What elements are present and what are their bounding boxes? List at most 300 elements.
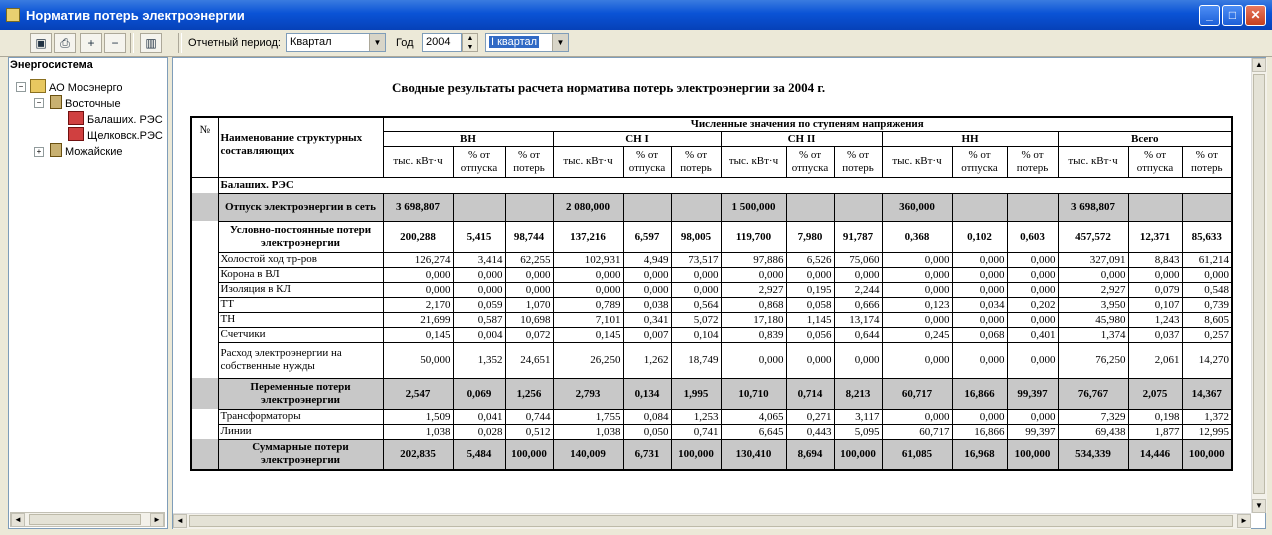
table-cell: 16,968: [952, 439, 1007, 470]
table-cell: 0,341: [623, 312, 671, 327]
table-cell: 0,000: [882, 282, 952, 297]
scroll-left-icon[interactable]: ◄: [173, 514, 187, 528]
table-cell: 100,000: [505, 439, 553, 470]
table-cell: 4,949: [623, 252, 671, 267]
table-cell: 0,000: [786, 267, 834, 282]
subheader-cell: % от отпуска: [786, 146, 834, 177]
table-cell: 0,000: [553, 267, 623, 282]
table-cell: 0,401: [1007, 327, 1058, 342]
subheader-cell: тыс. кВт·ч: [383, 146, 453, 177]
table-cell: 0,084: [623, 409, 671, 424]
table-row: [191, 193, 1232, 221]
table-cell: 360,000: [882, 193, 952, 221]
table-cell: 100,000: [671, 439, 721, 470]
table-cell: 0,000: [882, 342, 952, 378]
table-cell: 1,877: [1128, 424, 1182, 439]
table-row: [191, 342, 1232, 378]
table-cell: 10,698: [505, 312, 553, 327]
table-cell: 2,927: [721, 282, 786, 297]
table-cell: 16,866: [952, 378, 1007, 409]
table-cell: 0,271: [786, 409, 834, 424]
table-cell: 0,107: [1128, 297, 1182, 312]
table-cell: 327,091: [1058, 252, 1128, 267]
table-cell: 0,134: [623, 378, 671, 409]
building-icon: [50, 95, 62, 109]
table-cell: 5,415: [453, 221, 505, 252]
table-cell: 1,243: [1128, 312, 1182, 327]
subheader-cell: % от потерь: [1007, 146, 1058, 177]
table-cell: 0,058: [786, 297, 834, 312]
table-cell: 0,145: [553, 327, 623, 342]
row-num-cell: [191, 297, 218, 312]
table-cell: 0,000: [952, 252, 1007, 267]
table-cell: 61,214: [1182, 252, 1232, 267]
row-name: Линии: [218, 424, 383, 439]
table-cell: 0,000: [721, 342, 786, 378]
table-cell: 140,009: [553, 439, 623, 470]
subheader-cell: % от потерь: [671, 146, 721, 177]
row-num-cell: [191, 193, 218, 221]
table-cell: 0,202: [1007, 297, 1058, 312]
table-cell: 18,749: [671, 342, 721, 378]
toolbar-separator: [130, 33, 134, 53]
table-cell: 0,368: [882, 221, 952, 252]
table-cell: 0,000: [623, 282, 671, 297]
scroll-thumb[interactable]: [189, 515, 1233, 527]
group-header-vn: ВН: [383, 131, 553, 146]
table-cell: 50,000: [383, 342, 453, 378]
table-cell: 0,000: [505, 282, 553, 297]
collapse-icon[interactable]: −: [16, 82, 26, 92]
table-cell: 0,000: [882, 252, 952, 267]
table-row: [191, 378, 1232, 409]
table-cell: 0,145: [383, 327, 453, 342]
quarter-select[interactable]: [485, 33, 569, 52]
table-cell: 1,070: [505, 297, 553, 312]
subheader-cell: % от потерь: [505, 146, 553, 177]
table-cell: 0,000: [453, 267, 505, 282]
table-cell: 0,050: [623, 424, 671, 439]
row-num-cell: [191, 378, 218, 409]
table-cell: 7,101: [553, 312, 623, 327]
table-cell: 16,866: [952, 424, 1007, 439]
numeric-values-header: Численные значения по ступеням напряжения: [383, 117, 1232, 131]
table-cell: 0,000: [952, 312, 1007, 327]
table-cell: 1 500,000: [721, 193, 786, 221]
table-cell: 13,174: [834, 312, 882, 327]
row-num-cell: [191, 282, 218, 297]
table-cell: 0,666: [834, 297, 882, 312]
table-cell: 60,717: [882, 424, 952, 439]
period-select[interactable]: [286, 33, 386, 52]
table-row: [191, 439, 1232, 470]
table-cell: 0,198: [1128, 409, 1182, 424]
table-cell: 0,245: [882, 327, 952, 342]
folder-icon: [30, 79, 46, 93]
table-cell: 4,065: [721, 409, 786, 424]
table-cell: 60,717: [882, 378, 952, 409]
tree-heading: Энергосистема: [10, 59, 93, 71]
table-cell: 0,000: [1007, 282, 1058, 297]
table-cell: 0,548: [1182, 282, 1232, 297]
table-cell: 0,068: [952, 327, 1007, 342]
table-cell: 1,374: [1058, 327, 1128, 342]
table-cell: 75,060: [834, 252, 882, 267]
year-input-value: 2004: [426, 36, 451, 48]
table-cell: 1,145: [786, 312, 834, 327]
table-row: [191, 312, 1232, 327]
table-cell: 1,038: [553, 424, 623, 439]
row-name: Корона в ВЛ: [218, 267, 383, 282]
table-cell: 21,699: [383, 312, 453, 327]
table-cell: 137,216: [553, 221, 623, 252]
subheader-cell: тыс. кВт·ч: [882, 146, 952, 177]
table-cell: 85,633: [1182, 221, 1232, 252]
year-label: Год: [396, 37, 414, 49]
report-table: [190, 116, 1233, 471]
table-cell: 2,547: [383, 378, 453, 409]
name-header: Наименование структурных составляющих: [218, 117, 383, 177]
table-cell: 3,950: [1058, 297, 1128, 312]
chevron-down-icon[interactable]: ▼: [369, 34, 385, 51]
table-cell: 200,288: [383, 221, 453, 252]
table-cell: 12,371: [1128, 221, 1182, 252]
table-cell: 0,868: [721, 297, 786, 312]
table-cell: 6,597: [623, 221, 671, 252]
table-row: [191, 282, 1232, 297]
table-cell: 6,731: [623, 439, 671, 470]
table-cell: 0,741: [671, 424, 721, 439]
table-cell: 1,995: [671, 378, 721, 409]
period-label: Отчетный период:: [188, 37, 281, 49]
table-cell: 130,410: [721, 439, 786, 470]
table-cell: 0,000: [1182, 267, 1232, 282]
table-cell: 1,509: [383, 409, 453, 424]
table-cell: 0,102: [952, 221, 1007, 252]
scroll-down-icon[interactable]: ▼: [1252, 499, 1266, 513]
table-cell: 8,694: [786, 439, 834, 470]
table-cell: 0,000: [1007, 312, 1058, 327]
table-cell: 0,744: [505, 409, 553, 424]
table-cell: 0,000: [882, 409, 952, 424]
table-cell: 76,250: [1058, 342, 1128, 378]
row-num-cell: [191, 252, 218, 267]
table-cell: 14,446: [1128, 439, 1182, 470]
table-cell: 24,651: [505, 342, 553, 378]
table-cell: 10,710: [721, 378, 786, 409]
print-icon[interactable]: ⎙: [54, 33, 76, 53]
year-stepper[interactable]: ▲ ▼: [462, 33, 478, 52]
subheader-cell: % от отпуска: [952, 146, 1007, 177]
table-cell: 0,079: [1128, 282, 1182, 297]
table-cell: 26,250: [553, 342, 623, 378]
table-cell: 99,397: [1007, 424, 1058, 439]
table-cell: 457,572: [1058, 221, 1128, 252]
table-cell: 3 698,807: [1058, 193, 1128, 221]
table-cell: 1,262: [623, 342, 671, 378]
table-cell: 0,000: [1007, 267, 1058, 282]
table-cell: 0,000: [671, 282, 721, 297]
table-cell: 1,352: [453, 342, 505, 378]
save-icon[interactable]: ▣: [30, 33, 52, 53]
table-row: [191, 327, 1232, 342]
table-cell: 17,180: [721, 312, 786, 327]
scroll-up-icon[interactable]: ▲: [1252, 58, 1266, 72]
toolbar-separator: [178, 33, 182, 53]
row-name: ТН: [218, 312, 383, 327]
row-name: Условно-постоянные потери электроэнергии: [218, 221, 383, 252]
table-cell: 0,000: [1007, 409, 1058, 424]
table-cell: 99,397: [1007, 378, 1058, 409]
table-cell: 3,414: [453, 252, 505, 267]
table-row: [191, 424, 1232, 439]
table-cell: 100,000: [834, 439, 882, 470]
section-num-cell: [191, 177, 218, 193]
table-cell: 0,000: [623, 267, 671, 282]
table-cell: 0,000: [952, 342, 1007, 378]
table-cell: 0,714: [786, 378, 834, 409]
table-cell: 0,000: [505, 267, 553, 282]
group-header-nn: НН: [882, 131, 1058, 146]
num-header: №: [191, 117, 218, 177]
table-cell: [1128, 193, 1182, 221]
table-cell: [671, 193, 721, 221]
table-cell: 0,069: [453, 378, 505, 409]
subheader-cell: тыс. кВт·ч: [1058, 146, 1128, 177]
table-cell: 5,484: [453, 439, 505, 470]
tree-item-label: Можайские: [65, 146, 123, 158]
table-cell: 0,000: [834, 267, 882, 282]
table-cell: 7,329: [1058, 409, 1128, 424]
table-cell: 1,038: [383, 424, 453, 439]
substation-icon: [68, 127, 84, 141]
table-cell: 0,000: [882, 267, 952, 282]
table-cell: 0,000: [1007, 342, 1058, 378]
table-cell: 0,041: [453, 409, 505, 424]
table-cell: 0,072: [505, 327, 553, 342]
scroll-left-icon[interactable]: ◄: [11, 513, 25, 527]
report-vertical-scrollbar[interactable]: [1251, 58, 1267, 513]
table-cell: [1007, 193, 1058, 221]
tree-item-label: Балаших. РЭС: [87, 114, 163, 126]
table-cell: 8,213: [834, 378, 882, 409]
table-cell: 100,000: [1182, 439, 1232, 470]
tree-horizontal-scrollbar[interactable]: [10, 512, 165, 527]
subheader-cell: % от потерь: [1182, 146, 1232, 177]
section-title: Балаших. РЭС: [218, 177, 1232, 193]
building-icon: [50, 143, 62, 157]
tree-item-label: Щелковск.РЭС: [87, 130, 163, 142]
table-cell: 0,104: [671, 327, 721, 342]
table-cell: 2,244: [834, 282, 882, 297]
table-cell: 0,000: [453, 282, 505, 297]
table-cell: 73,517: [671, 252, 721, 267]
table-cell: 8,605: [1182, 312, 1232, 327]
subheader-cell: тыс. кВт·ч: [721, 146, 786, 177]
scroll-thumb[interactable]: [29, 514, 141, 525]
subheader-cell: % от отпуска: [1128, 146, 1182, 177]
table-cell: 3 698,807: [383, 193, 453, 221]
table-cell: 0,000: [671, 267, 721, 282]
tree-item-mozhaiskie[interactable]: [50, 143, 122, 158]
scroll-right-icon[interactable]: ►: [150, 513, 164, 527]
table-cell: 0,644: [834, 327, 882, 342]
table-cell: 2,061: [1128, 342, 1182, 378]
table-cell: 2 080,000: [553, 193, 623, 221]
table-cell: 534,339: [1058, 439, 1128, 470]
table-cell: 0,257: [1182, 327, 1232, 342]
table-cell: 3,117: [834, 409, 882, 424]
table-cell: 1,372: [1182, 409, 1232, 424]
table-cell: 5,095: [834, 424, 882, 439]
table-cell: [453, 193, 505, 221]
table-cell: 126,274: [383, 252, 453, 267]
table-cell: 0,000: [1128, 267, 1182, 282]
table-cell: 1,253: [671, 409, 721, 424]
row-num-cell: [191, 439, 218, 470]
table-row: [191, 297, 1232, 312]
tree-item-label: Восточные: [65, 98, 121, 110]
table-cell: 12,995: [1182, 424, 1232, 439]
table-cell: 2,075: [1128, 378, 1182, 409]
table-row: [191, 409, 1232, 424]
year-input[interactable]: [422, 33, 462, 52]
table-cell: [1182, 193, 1232, 221]
report-horizontal-scrollbar[interactable]: [173, 513, 1251, 529]
table-cell: 7,980: [786, 221, 834, 252]
table-cell: 45,980: [1058, 312, 1128, 327]
group-header-sn1: СН I: [553, 131, 721, 146]
table-cell: [786, 193, 834, 221]
scroll-right-icon[interactable]: ►: [1237, 514, 1251, 528]
table-cell: 0,000: [553, 282, 623, 297]
tree-item-ao-mosenergo[interactable]: [30, 79, 123, 94]
table-cell: 0,037: [1128, 327, 1182, 342]
row-num-cell: [191, 327, 218, 342]
table-row: [191, 221, 1232, 252]
table-cell: 8,843: [1128, 252, 1182, 267]
table-cell: 0,007: [623, 327, 671, 342]
row-name: Переменные потери электроэнергии: [218, 378, 383, 409]
table-cell: 0,000: [1007, 252, 1058, 267]
table-cell: 0,000: [721, 267, 786, 282]
scroll-thumb[interactable]: [1253, 74, 1265, 494]
table-cell: 0,839: [721, 327, 786, 342]
group-header-total: Всего: [1058, 131, 1232, 146]
period-select-value: Квартал: [290, 36, 332, 48]
table-cell: 2,170: [383, 297, 453, 312]
table-cell: 6,645: [721, 424, 786, 439]
row-num-cell: [191, 342, 218, 378]
table-cell: 14,367: [1182, 378, 1232, 409]
table-cell: 0,000: [952, 282, 1007, 297]
row-name: Холостой ход тр-ров: [218, 252, 383, 267]
row-num-cell: [191, 409, 218, 424]
row-num-cell: [191, 312, 218, 327]
table-cell: 0,028: [453, 424, 505, 439]
table-cell: 97,886: [721, 252, 786, 267]
tree-item-shchelkovsk-res[interactable]: [68, 127, 163, 142]
book-icon[interactable]: ▥: [140, 33, 162, 53]
tree-item-label: АО Мосэнерго: [49, 82, 123, 94]
table-cell: 98,005: [671, 221, 721, 252]
table-cell: [834, 193, 882, 221]
table-cell: 0,564: [671, 297, 721, 312]
group-header-sn2: СН II: [721, 131, 882, 146]
table-cell: 0,739: [1182, 297, 1232, 312]
table-cell: 0,000: [952, 409, 1007, 424]
table-cell: 1,755: [553, 409, 623, 424]
maximize-button[interactable]: □: [1222, 5, 1243, 26]
row-num-cell: [191, 221, 218, 252]
table-cell: 0,056: [786, 327, 834, 342]
table-cell: 0,059: [453, 297, 505, 312]
chevron-down-icon[interactable]: ▼: [552, 34, 568, 51]
row-name: Трансформаторы: [218, 409, 383, 424]
table-cell: 1,256: [505, 378, 553, 409]
table-cell: 102,931: [553, 252, 623, 267]
close-button[interactable]: ✕: [1245, 5, 1266, 26]
minimize-button[interactable]: _: [1199, 5, 1220, 26]
table-cell: 76,767: [1058, 378, 1128, 409]
table-cell: 0,000: [952, 267, 1007, 282]
row-name: Расход электроэнергии на собственные нужды: [218, 342, 383, 378]
table-cell: 0,000: [834, 342, 882, 378]
table-cell: 61,085: [882, 439, 952, 470]
table-cell: 0,038: [623, 297, 671, 312]
table-row: [191, 252, 1232, 267]
window-title: Норматив потерь электроэнергии: [26, 8, 245, 23]
row-name: Отпуск электроэнергии в сеть: [218, 193, 383, 221]
table-cell: 119,700: [721, 221, 786, 252]
table-cell: 100,000: [1007, 439, 1058, 470]
table-cell: 0,603: [1007, 221, 1058, 252]
row-name: Изоляция в КЛ: [218, 282, 383, 297]
table-cell: 14,270: [1182, 342, 1232, 378]
table-cell: 0,443: [786, 424, 834, 439]
row-name: Суммарные потери электроэнергии: [218, 439, 383, 470]
table-cell: 0,587: [453, 312, 505, 327]
row-num-cell: [191, 267, 218, 282]
collapse-icon[interactable]: −: [34, 98, 44, 108]
report-title: Сводные результаты расчета норматива потерь электроэнергии за 2004 г.: [392, 80, 826, 95]
table-cell: 0,000: [1058, 267, 1128, 282]
row-name: Счетчики: [218, 327, 383, 342]
zoom-in-icon[interactable]: +: [80, 33, 102, 53]
table-cell: 69,438: [1058, 424, 1128, 439]
table-cell: 98,744: [505, 221, 553, 252]
table-cell: [505, 193, 553, 221]
table-cell: 0,000: [383, 267, 453, 282]
table-cell: 0,000: [786, 342, 834, 378]
tree-item-balashikh-res[interactable]: [68, 111, 163, 126]
zoom-out-icon[interactable]: −: [104, 33, 126, 53]
table-cell: 0,512: [505, 424, 553, 439]
subheader-cell: % от отпуска: [623, 146, 671, 177]
app-icon: [6, 8, 20, 22]
table-row: [191, 267, 1232, 282]
tree-item-vostochnye[interactable]: [50, 95, 121, 110]
subheader-cell: % от потерь: [834, 146, 882, 177]
table-cell: 6,526: [786, 252, 834, 267]
row-num-cell: [191, 424, 218, 439]
title-bar: [0, 0, 1272, 30]
table-cell: 0,034: [952, 297, 1007, 312]
expand-icon[interactable]: +: [34, 147, 44, 157]
row-name: ТТ: [218, 297, 383, 312]
table-cell: 2,927: [1058, 282, 1128, 297]
quarter-select-value: I квартал: [491, 36, 538, 48]
